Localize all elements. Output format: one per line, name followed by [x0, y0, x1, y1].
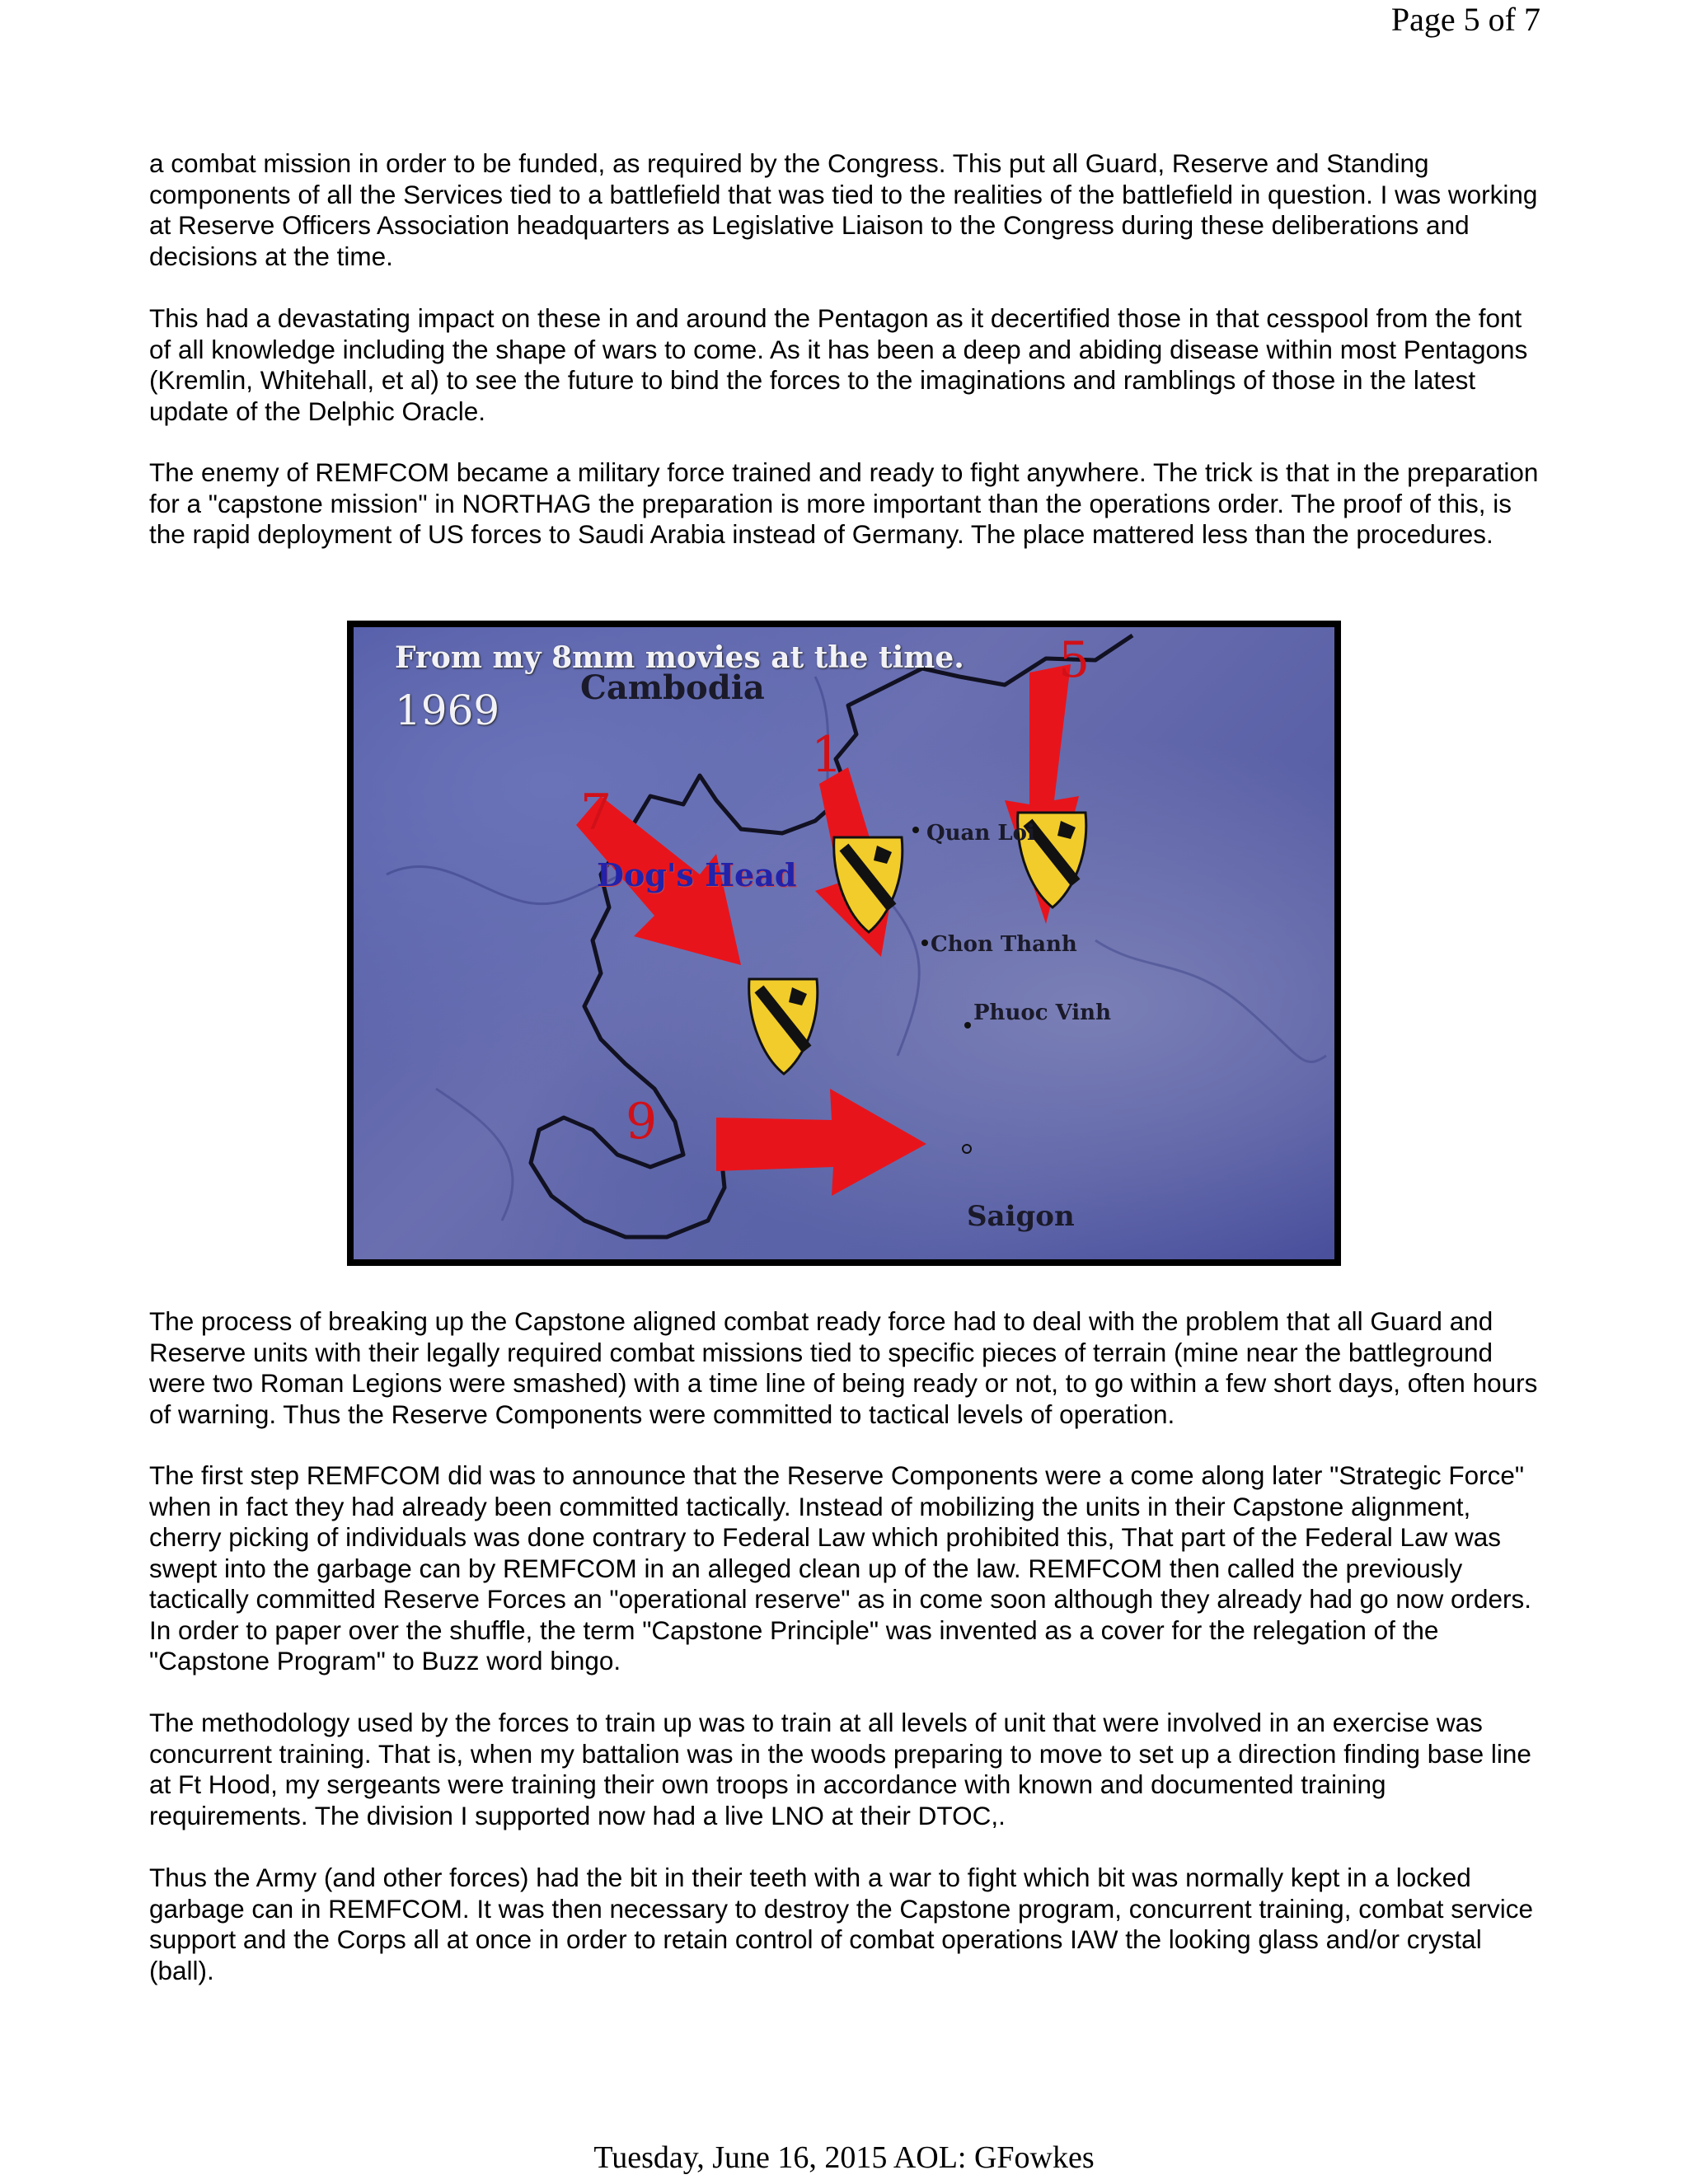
page-number: Page 5 of 7: [1390, 1, 1540, 38]
map-figure: [347, 621, 1341, 1266]
arrow-number: 9: [626, 1093, 658, 1151]
paragraph-4: The process of breaking up the Capstone aligned combat ready force had to deal with the problem that all Guard and Reserve units with their legally required combat missions tied to specific pieces of terrain (mine near the battleground were two Roman Legions were smashed) with a time line of being ready or not, to go within a few short days, often hours of warning. Thus the Reserve Components were committed to tactical levels of operation.: [149, 1306, 1538, 1429]
footer-date: Tuesday, June 16, 2015 AOL: GFowkes: [593, 2140, 1095, 2175]
map-label-chon-thanh: Chon Thanh: [931, 932, 1077, 957]
paragraph-1: a combat mission in order to be funded, as required by the Congress. This put all Guard, Reserve and Standing components of all the Services tied to a battlefield that was tied to the realities of the battlefield in question. I was working at Reserve Officers Association headquarters as Legislative Liaison to the Congress during these deliberations and decisions at the time.: [149, 148, 1538, 271]
town-dot-chon-thanh: [921, 940, 928, 946]
paragraph-5: The first step REMFCOM did was to announce that the Reserve Components were a come along later "Strategic Force" when in fact they had already been committed tactically. Instead of mobilizing the units in their Capstone alignment, cherry picking of individuals was done contrary to Federal Law which prohibited this, That part of the Federal Law was swept into the garbage can by REMFCOM in an alleged clean up of the law. REMFCOM then called the previously tactically committed Reserve Forces an "operational reserve" as in come soon although they already had go now orders. In order to paper over the shuffle, the term "Capstone Principle" was invented as a cover for the relegation of the "Capstone Program" to Buzz word bingo.: [149, 1460, 1531, 1675]
map-label-phuoc-vinh: Phuoc Vinh: [973, 1001, 1111, 1025]
map-graphics: [354, 627, 1334, 1259]
town-dot-quan-loi: [912, 827, 919, 833]
arrow-number: 7: [580, 784, 612, 841]
river-line: [436, 1089, 513, 1221]
paragraph-3: The enemy of REMFCOM became a military force trained and ready to fight anywhere. The trick is that in the preparation for a "capstone mission" in NORTHAG the preparation is more important than the operations order. The proof of this, is the rapid deployment of US forces to Saudi Arabia instead of Germany. The place mattered less than the procedures.: [149, 457, 1539, 549]
town-dot-phuoc-vinh: [964, 1022, 971, 1029]
cavalry-shield: [749, 979, 818, 1074]
map-label-cambodia: Cambodia: [580, 668, 765, 707]
map-label-saigon: Saigon: [967, 1200, 1075, 1233]
arrow-number: 1: [811, 726, 843, 784]
map-image: [354, 627, 1334, 1259]
river-line: [1095, 940, 1326, 1062]
paragraph-7: Thus the Army (and other forces) had the bit in their teeth with a war to fight which bit was normally kept in a locked garbage can in REMFCOM. It was then necessary to destroy the Capstone program, concurrent training, combat service support and the Corps all at once in order to retain control of combat operations IAW the looking glass and/or crystal (ball).: [149, 1863, 1534, 1985]
paragraph-2: This had a devastating impact on these in and around the Pentagon as it decertified those in that cesspool from the font of all knowledge including the shape of wars to come. As it has been a deep and abiding disease within most Pentagons (Kremlin, Whitehall, et al) to see the future to bind the forces to the imaginations and ramblings of those in the latest update of the Delphic Oracle.: [149, 303, 1528, 426]
paragraph-6: The methodology used by the forces to train up was to train at all levels of unit that were involved in an exercise was concurrent training. That is, when my battalion was in the woods preparing to move to set up a direction finding base line at Ft Hood, my sergeants were training their own troops in accordance with known and documented training requirements. The division I supported now had a live LNO at their DTOC,.: [149, 1708, 1531, 1830]
map-caption: From my 8mm movies at the time.: [395, 640, 964, 675]
town-dot-saigon: [963, 1145, 971, 1153]
map-year: 1969: [395, 687, 500, 734]
map-label-quan-loi: Quan Loi: [926, 821, 1035, 846]
red-arrow: [716, 1089, 926, 1196]
map-label-dogs-head: Dog's Head: [597, 856, 797, 893]
arrow-number: 5: [1058, 631, 1090, 689]
